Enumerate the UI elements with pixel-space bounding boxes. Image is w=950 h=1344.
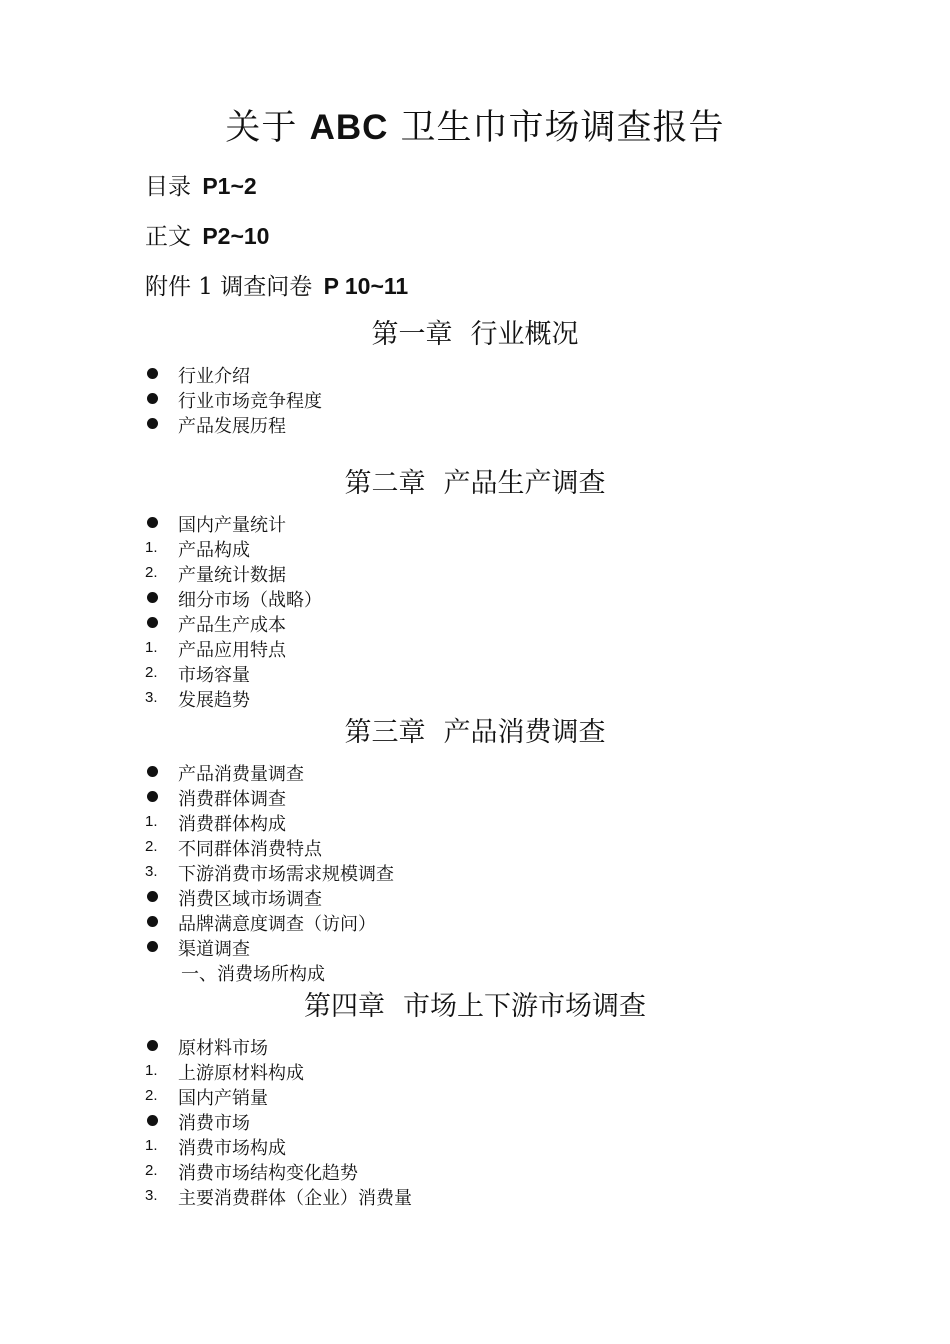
chapter-number: 第四章 [304,991,385,1022]
bullet-icon [147,617,158,628]
chapter-name: 行业概况 [470,319,579,350]
bullet-icon [147,517,158,528]
bullet-icon [147,766,158,777]
toc-pages: P1~2 [202,173,257,199]
chapter-1-heading [0,312,950,351]
list-number: 1. [145,1062,158,1079]
toc-pages: P 10~11 [323,273,409,299]
toc-line-appendix [145,268,408,301]
chapter-name: 产品消费调查 [443,717,606,748]
toc-pages: P2~10 [202,223,270,249]
chapter-number: 第三章 [344,717,426,748]
chapter-name: 产品生产调查 [443,468,606,499]
list-number: 2. [145,1087,158,1104]
title-suffix: 卫生巾市场调查报告 [400,108,725,148]
list-number: 2. [145,564,158,581]
list-number: 1. [145,813,158,830]
chapter-number: 第二章 [344,468,426,499]
bullet-icon [147,916,158,927]
chapter-number: 第一章 [371,319,453,350]
bullet-icon [147,418,158,429]
bullet-icon [147,891,158,902]
bullet-icon [147,592,158,603]
list-number: 3. [145,689,158,706]
toc-label: 目录 [145,174,191,200]
list-number: 2. [145,1162,158,1179]
toc-line-contents [145,168,257,201]
chapter-4-heading [0,984,950,1023]
list-number: 1. [145,539,158,556]
bullet-icon [147,791,158,802]
list-number: 1. [145,639,158,656]
list-number: 2. [145,664,158,681]
document-page: 关于 ABC 卫生巾市场调查报告 目录 P1~2 正文 P2~10 附件 1 调查问卷 P 10~11 第一章 行业概况 行业介绍 行业市场竞争程度 产品发展历程 第二章 产品生产调查 国内产量统计 1. 产品构成 2. 产量统计数据 细分市场（战略） 产品生产成本 1. 产品应用特点 2. 市场容量 3. 发展趋势 第三章 产品消费调查 产品消费量调查 消费群体调查 1. 消费群体构成 2. 不同群体消费特点 3. 下游消费市场需求规模调查 消费区域市场调查 品牌满意度调查（访问） 渠道调查 一、消费场所构成 第四章 市场上下游市场调查 原材料市场 1. 上游原材料构成 2. 国内产销量 消费市场 1. 消费市场构成 2. 消费市场结构变化趋势 3. 主要消费群体（企业）消费量 [0,0,950,1344]
bullet-icon [147,368,158,379]
bullet-icon [147,393,158,404]
chapter-name: 市场上下游市场调查 [403,991,646,1022]
sub-item: 一、消费场所构成 [181,964,325,985]
list-number: 2. [145,838,158,855]
bullet-icon [147,1115,158,1126]
title-prefix: 关于 [225,108,298,148]
chapter-3-heading [0,710,950,749]
bullet-icon [147,1040,158,1051]
title-brand: ABC [309,108,389,147]
chapter-2-heading [0,461,950,500]
toc-line-body [145,218,269,251]
list-number: 1. [145,1137,158,1154]
toc-label: 附件 1 调查问卷 [145,274,313,300]
document-title [0,100,950,150]
list-number: 3. [145,863,158,880]
bullet-icon [147,941,158,952]
toc-label: 正文 [145,224,191,250]
list-number: 3. [145,1187,158,1204]
